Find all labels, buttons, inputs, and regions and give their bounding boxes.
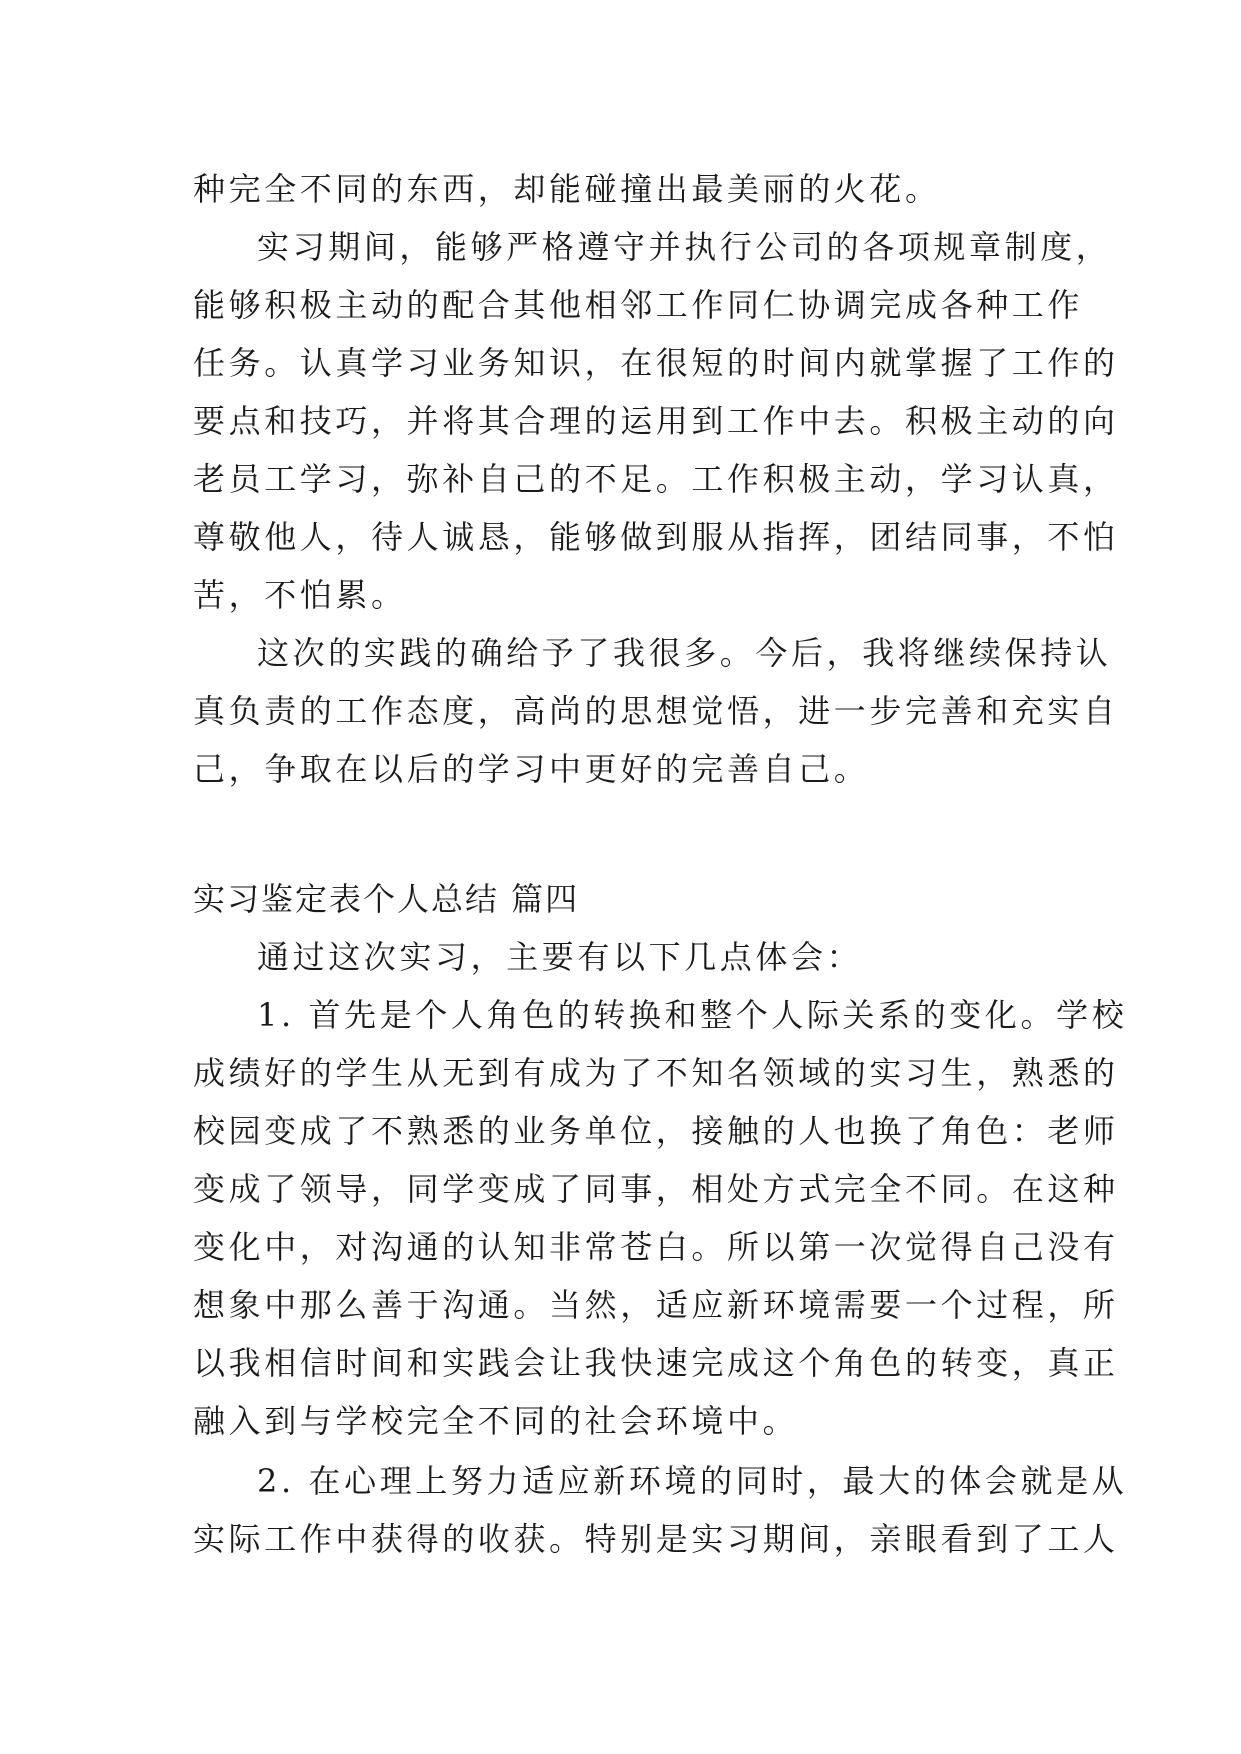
document-page — [193, 160, 1128, 1568]
text-line: 要点和技巧，并将其合理的运用到工作中去。积极主动的向 — [193, 402, 1119, 440]
text-line: 实习期间，能够严格遵守并执行公司的各项规章制度， — [257, 228, 1112, 266]
paragraph-continued — [193, 160, 1053, 218]
section-heading: 实习鉴定表个人总结 篇四 — [193, 880, 580, 918]
text-line: 实际工作中获得的收获。特别是实习期间，亲眼看到了工人 — [193, 1520, 1119, 1558]
text-line: 变化中，对沟通的认知非常苍白。所以第一次觉得自己没有 — [193, 1228, 1119, 1266]
text-line: 变成了领导，同学变成了同事，相处方式完全不同。在这种 — [193, 1170, 1119, 1208]
paragraph-point-1 — [193, 986, 1128, 1450]
text-line: 以我相信时间和实践会让我快速完成这个角色的转变，真正 — [193, 1344, 1119, 1382]
text-line: 真负责的工作态度，高尚的思想觉悟，进一步完善和充实自 — [193, 692, 1119, 730]
text-line: 尊敬他人，待人诚恳，能够做到服从指挥，团结同事，不怕 — [193, 518, 1119, 556]
text-line: 种完全不同的东西，却能碰撞出最美丽的火花。 — [193, 170, 941, 208]
text-line: 能够积极主动的配合其他相邻工作同仁协调完成各种工作 — [193, 286, 1084, 324]
paragraph-intro — [193, 928, 1053, 986]
paragraph-point-2 — [193, 1452, 1128, 1568]
text-line: 己，争取在以后的学习中更好的完善自己。 — [193, 750, 870, 788]
text-line: 通过这次实习，主要有以下几点体会： — [257, 938, 863, 976]
text-line: 苦，不怕累。 — [193, 576, 407, 614]
section-spacer — [193, 798, 1053, 870]
text-line: 校园变成了不熟悉的业务单位，接触的人也换了角色：老师 — [193, 1112, 1119, 1150]
paragraph-internship — [193, 218, 1119, 624]
text-line: 老员工学习，弥补自己的不足。工作积极主动，学习认真， — [193, 460, 1119, 498]
text-line: 想象中那么善于沟通。当然，适应新环境需要一个过程，所 — [193, 1286, 1119, 1324]
text-line: 融入到与学校完全不同的社会环境中。 — [193, 1402, 799, 1440]
text-line: 2. 在心理上努力适应新环境的同时，最大的体会就是从 — [257, 1462, 1128, 1500]
text-line: 成绩好的学生从无到有成为了不知名领域的实习生，熟悉的 — [193, 1054, 1119, 1092]
paragraph-practice — [193, 624, 1119, 798]
text-line: 这次的实践的确给予了我很多。今后，我将继续保持认 — [257, 634, 1112, 672]
text-line: 1. 首先是个人角色的转换和整个人际关系的变化。学校 — [257, 996, 1128, 1034]
text-line: 任务。认真学习业务知识，在很短的时间内就掌握了工作的 — [193, 344, 1119, 382]
